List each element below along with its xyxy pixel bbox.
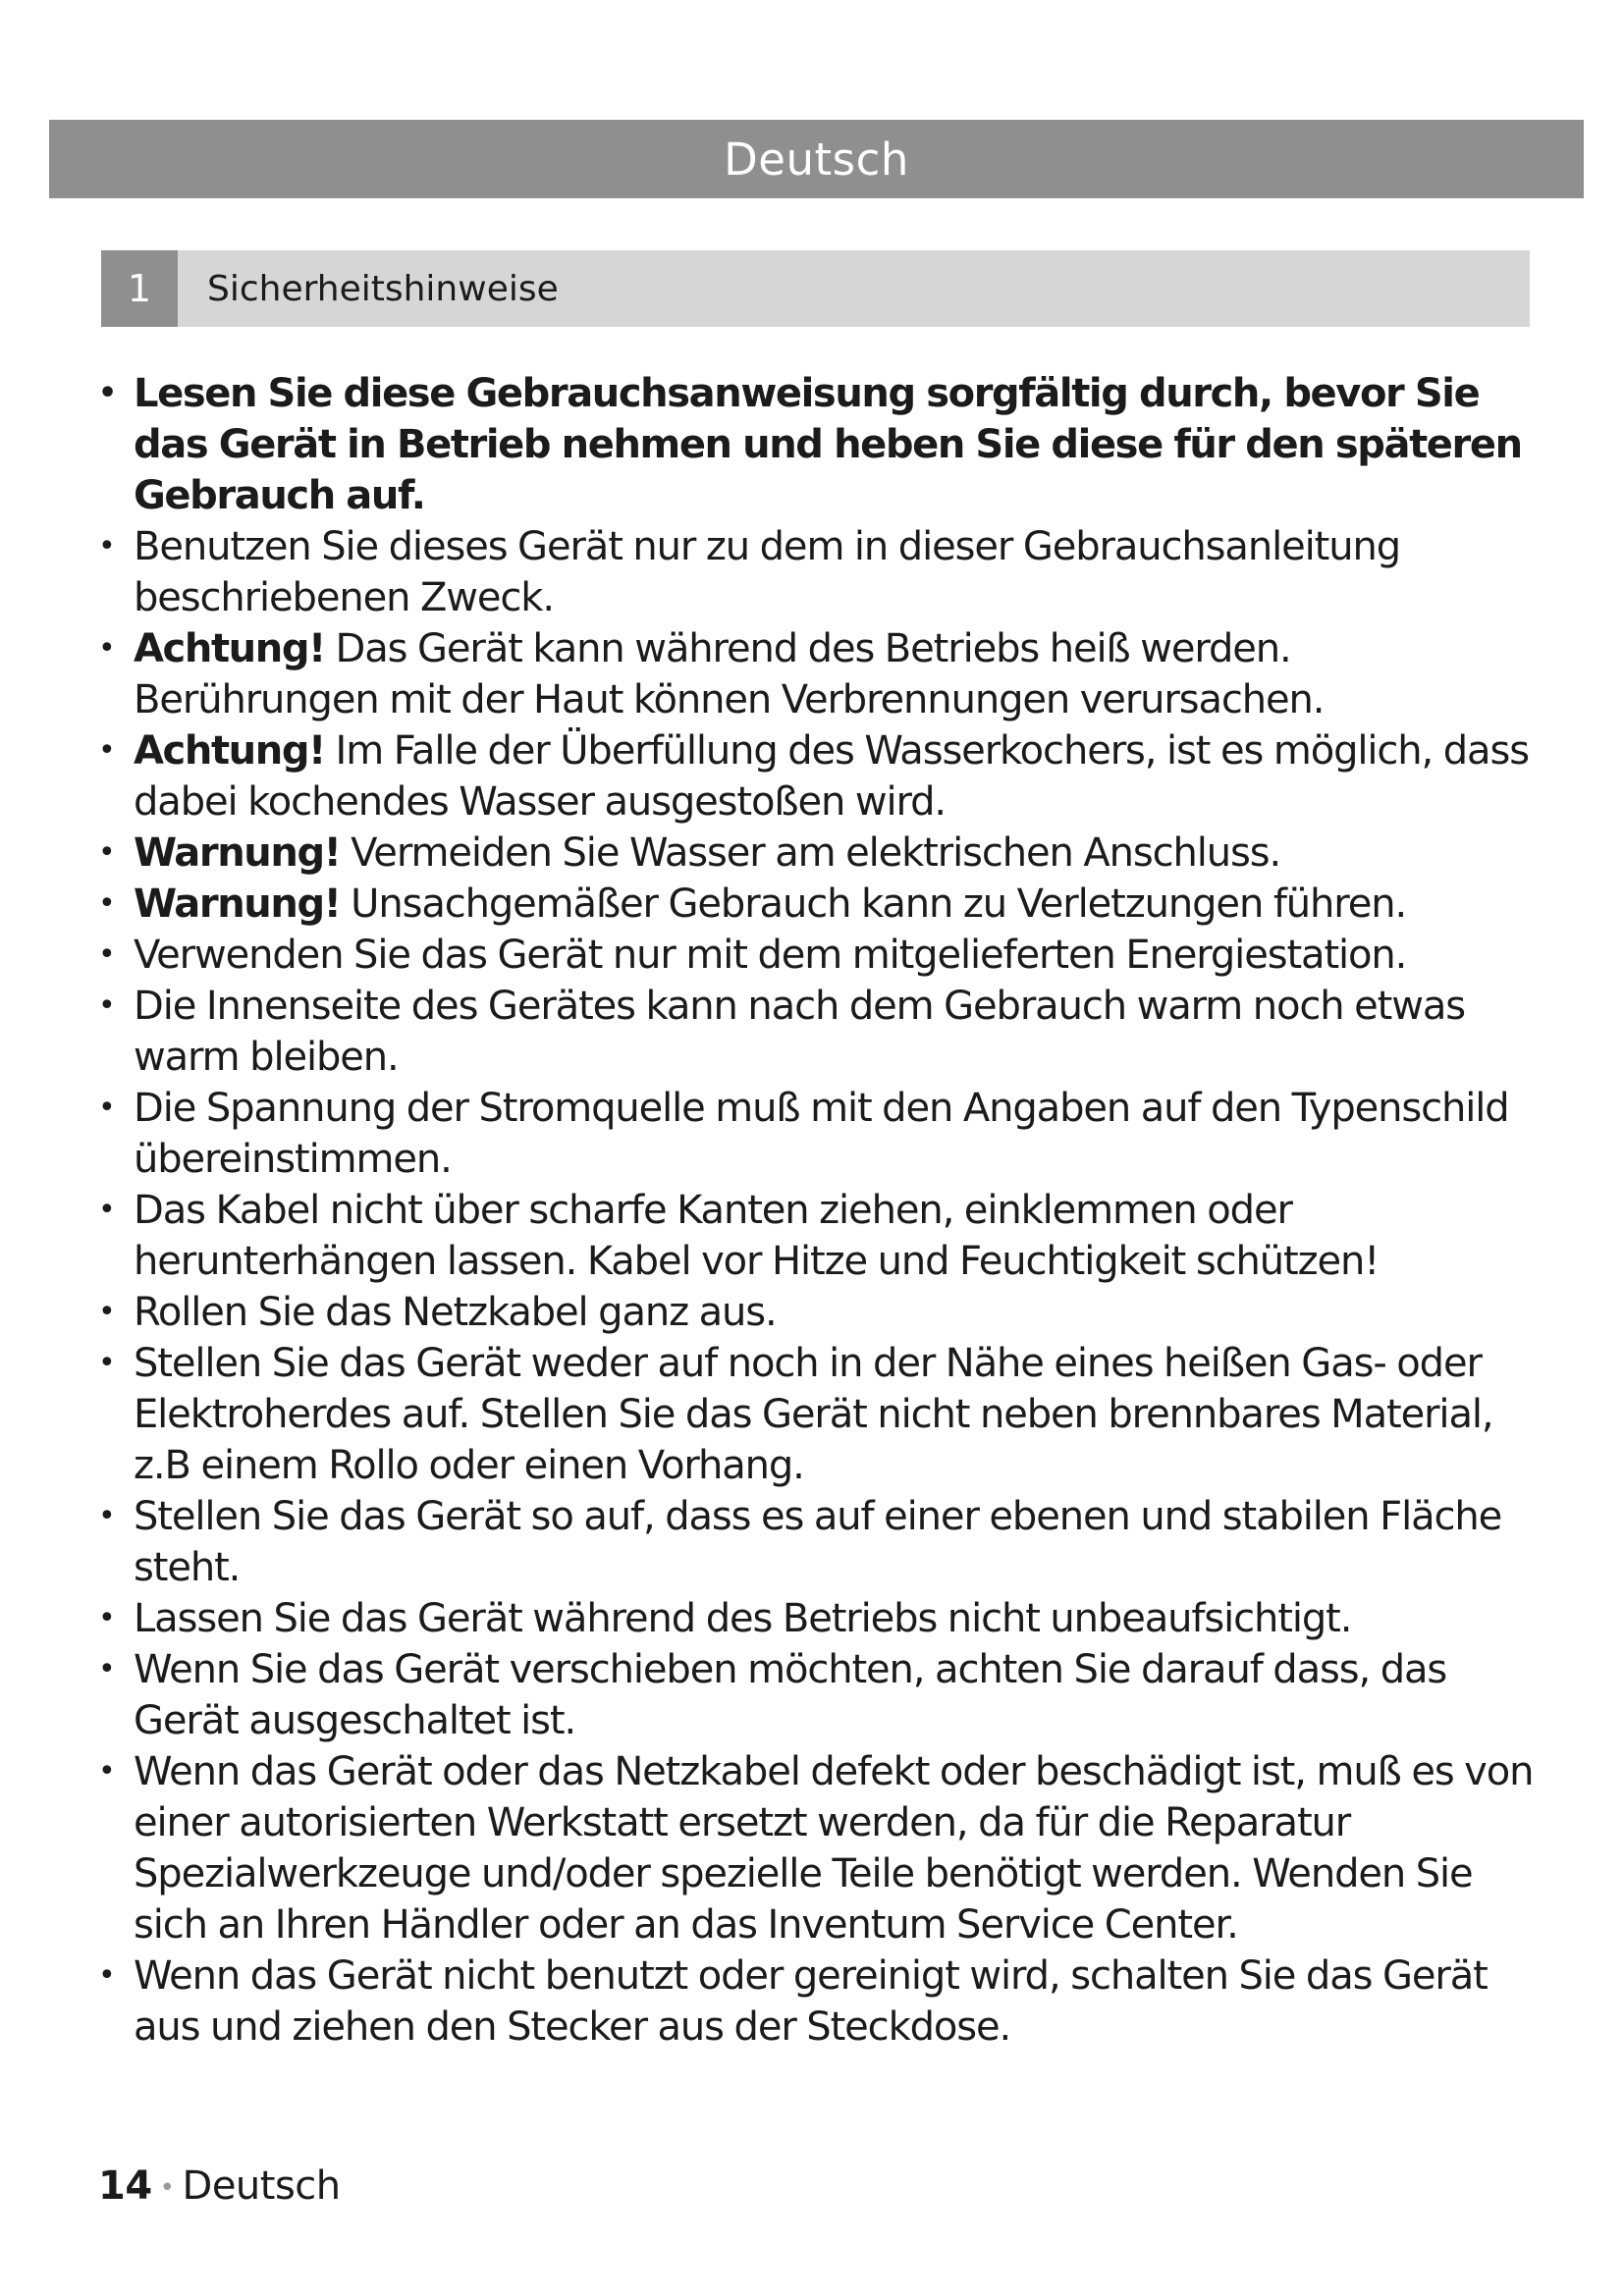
safety-instructions-list: [98, 368, 1542, 2053]
item-text: Rollen Sie das Netzkabel ganz aus.: [134, 1290, 777, 1335]
bullet-icon: •: [98, 529, 115, 563]
item-text: Im Falle der Überfüllung des Wasserkochers, ist es möglich, dass dabei kochendes Wasser ausgestoßen wird.: [134, 728, 1529, 825]
item-text: Vermeiden Sie Wasser am elektrischen Anschluss.: [340, 830, 1281, 876]
list-item: [98, 1185, 1542, 1287]
bullet-icon: •: [98, 988, 115, 1023]
bullet-icon: •: [98, 1499, 115, 1533]
bullet-icon: •: [98, 1601, 115, 1635]
item-lead: Achtung!: [134, 626, 325, 671]
footer-language: Deutsch: [182, 2163, 341, 2209]
language-header-bar: [49, 120, 1584, 198]
language-header-title: Deutsch: [724, 133, 909, 186]
item-text: Das Gerät kann während des Betriebs heiß werden. Berührungen mit der Haut können Verbrennungen verursachen.: [134, 626, 1325, 722]
section-number: 1: [101, 250, 178, 327]
item-text: Lassen Sie das Gerät während des Betriebs nicht unbeaufsichtigt.: [134, 1596, 1352, 1641]
list-item: [98, 828, 1542, 879]
bullet-icon: •: [98, 631, 115, 666]
item-text: Verwenden Sie das Gerät nur mit dem mitgelieferten Energiestation.: [134, 933, 1407, 978]
list-item: [98, 1644, 1542, 1746]
list-item: [98, 521, 1542, 623]
bullet-icon: •: [98, 376, 116, 410]
footer-separator-icon: •: [159, 2173, 175, 2203]
list-item: [98, 930, 1542, 981]
bullet-icon: •: [98, 1652, 115, 1686]
bullet-icon: •: [98, 937, 115, 972]
item-text: Stellen Sie das Gerät so auf, dass es auf einer ebenen und stabilen Fläche steht.: [134, 1494, 1502, 1590]
item-text: Lesen Sie diese Gebrauchsanweisung sorgfältig durch, bevor Sie das Gerät in Betrieb nehmen und heben Sie diese für den späteren Gebrauch auf.: [134, 371, 1522, 518]
item-lead: Warnung!: [134, 881, 341, 927]
bullet-icon: •: [98, 733, 115, 768]
bullet-icon: •: [98, 1193, 115, 1227]
item-lead: Achtung!: [134, 728, 325, 774]
bullet-icon: •: [98, 1295, 115, 1329]
list-item: [98, 1950, 1542, 2053]
list-item: [98, 725, 1542, 828]
page-number: 14: [98, 2163, 152, 2209]
item-text: Wenn Sie das Gerät verschieben möchten, achten Sie darauf dass, das Gerät ausgeschaltet ist.: [134, 1647, 1447, 1743]
list-item: [98, 1287, 1542, 1338]
bullet-icon: •: [98, 1091, 115, 1125]
item-lead: Warnung!: [134, 830, 341, 876]
bullet-icon: •: [98, 886, 115, 921]
section-title: Sicherheitshinweise: [207, 268, 559, 309]
item-text: Das Kabel nicht über scharfe Kanten ziehen, einklemmen oder herunterhängen lassen. Kabel vor Hitze und Feuchtigkeit schützen!: [134, 1188, 1380, 1284]
item-text: Unsachgemäßer Gebrauch kann zu Verletzungen führen.: [340, 881, 1407, 927]
item-text: Die Spannung der Stromquelle muß mit den Angaben auf den Typenschild übereinstimmen.: [134, 1086, 1509, 1182]
list-item: [98, 981, 1542, 1083]
list-item: [98, 1338, 1542, 1491]
bullet-icon: •: [98, 1346, 115, 1380]
bullet-icon: •: [98, 1754, 115, 1789]
list-item: [98, 1746, 1542, 1950]
list-item: [98, 879, 1542, 930]
bullet-icon: •: [98, 835, 115, 870]
list-item: [98, 1491, 1542, 1593]
list-item: [98, 623, 1542, 725]
list-item: [98, 368, 1542, 521]
item-text: Wenn das Gerät oder das Netzkabel defekt oder beschädigt ist, muß es von einer autorisierten Werkstatt ersetzt werden, da für die Reparatur Spezialwerkzeuge und/oder spezielle Teile benötigt werden. Wenden Sie sich an Ihren Händler oder an das Inventum Service Center.: [134, 1749, 1534, 1948]
item-text: Stellen Sie das Gerät weder auf noch in der Nähe eines heißen Gas- oder Elektroherdes auf. Stellen Sie das Gerät nicht neben brennbares Material, z.B einem Rollo oder einen Vorhang.: [134, 1341, 1493, 1488]
section-header: [101, 250, 1530, 327]
page-footer: [98, 2163, 341, 2209]
bullet-icon: •: [98, 1958, 115, 1993]
item-text: Benutzen Sie dieses Gerät nur zu dem in dieser Gebrauchsanleitung beschriebenen Zweck.: [134, 524, 1400, 620]
list-item: [98, 1083, 1542, 1185]
list-item: [98, 1593, 1542, 1644]
item-text: Wenn das Gerät nicht benutzt oder gereinigt wird, schalten Sie das Gerät aus und ziehen den Stecker aus der Steckdose.: [134, 1953, 1488, 2050]
item-text: Die Innenseite des Gerätes kann nach dem Gebrauch warm noch etwas warm bleiben.: [134, 984, 1465, 1080]
